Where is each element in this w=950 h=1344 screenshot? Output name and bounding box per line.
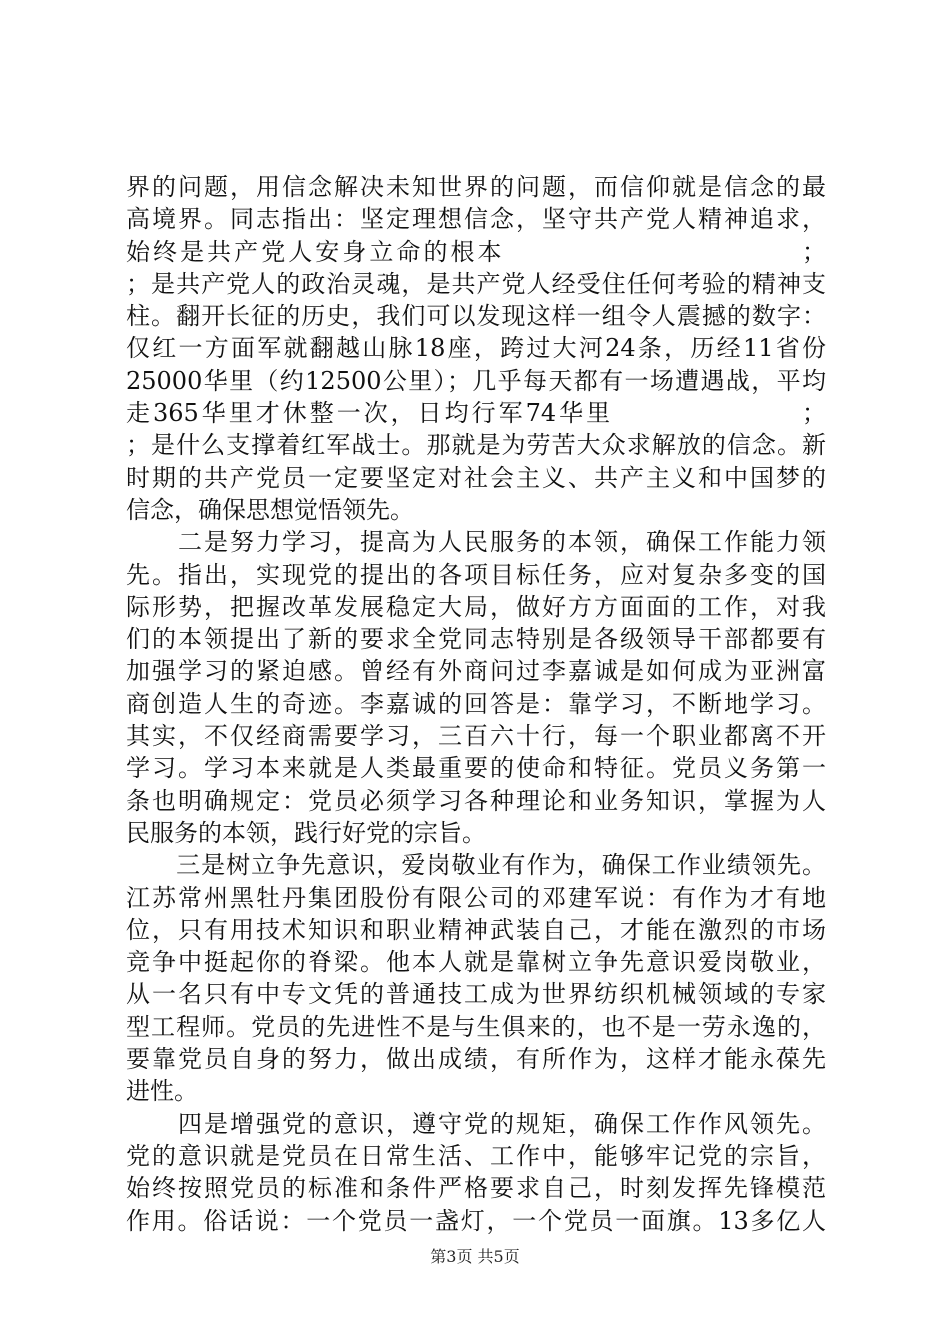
text-line: 民服务的本领，践行好党的宗旨。 <box>126 818 486 847</box>
text-line: 作用。俗话说：一个党员一盏灯，一个党员一面旗。13多亿人 <box>126 1206 826 1235</box>
text-line: 仅红一方面军就翻越山脉18座，跨过大河24条，历经11省份 <box>126 334 826 363</box>
text-line: 江苏常州黑牡丹集团股份有限公司的邓建军说：有作为才有地 <box>126 883 826 912</box>
page-footer: 第3页 共5页 <box>430 1247 520 1266</box>
text-line: 际形势，把握改革发展稳定大局，做好方方面面的工作，对我 <box>126 592 826 621</box>
text-line: 二是努力学习，提高为人民服务的本领，确保工作能力领 <box>126 528 826 557</box>
text-line: 25000华里（约12500公里）；几乎每天都有一场遭遇战，平均 <box>126 366 826 395</box>
text-line: 要靠党员自身的努力，做出成绩，有所作为，这样才能永葆先 <box>126 1045 826 1074</box>
text-line: 信念，确保思想觉悟领先。 <box>126 495 414 524</box>
text-line: 其实，不仅经商需要学习，三百六十行，每一个职业都离不开 <box>126 722 826 751</box>
text-line: 先。指出，实现党的提出的各项目标任务，应对复杂多变的国 <box>126 560 826 589</box>
text-line: 高境界。同志指出：坚定理想信念，坚守共产党人精神追求， <box>126 205 826 234</box>
text-line: 始终是共产党人安身立命的根本 ； <box>126 237 826 266</box>
text-line: 进性。 <box>126 1077 198 1106</box>
text-line: 柱。翻开长征的历史，我们可以发现这样一组令人震撼的数字： <box>126 302 826 331</box>
text-line: 时期的共产党员一定要坚定对社会主义、共产主义和中国梦的 <box>126 463 826 492</box>
text-line: 四是增强党的意识，遵守党的规矩，确保工作作风领先。 <box>126 1109 826 1138</box>
text-line: 学习。学习本来就是人类最重要的使命和特征。党员义务第一 <box>126 754 826 783</box>
text-line: ；是共产党人的政治灵魂，是共产党人经受住任何考验的精神支 <box>126 269 826 298</box>
text-line: 始终按照党员的标准和条件严格要求自己，时刻发挥先锋模范 <box>126 1174 826 1203</box>
text-line: 加强学习的紧迫感。曾经有外商问过李嘉诚是如何成为亚洲富 <box>126 657 826 686</box>
text-line: 界的问题，用信念解决未知世界的问题，而信仰就是信念的最 <box>126 173 826 201</box>
text-line: 从一名只有中专文凭的普通技工成为世界纺织机械领域的专家 <box>126 980 826 1009</box>
text-line: 党的意识就是党员在日常生活、工作中，能够牢记党的宗旨， <box>126 1141 826 1170</box>
text-line: 走365华里才休整一次，日均行军74华里 ； <box>126 399 826 428</box>
text-line: 三是树立争先意识，爱岗敬业有作为，确保工作业绩领先。 <box>126 851 826 880</box>
text-line: 竞争中挺起你的脊梁。他本人就是靠树立争先意识爱岗敬业， <box>126 948 826 977</box>
document-body <box>126 171 826 1237</box>
text-line: 型工程师。党员的先进性不是与生俱来的，也不是一劳永逸的， <box>126 1012 826 1041</box>
text-line: 们的本领提出了新的要求全党同志特别是各级领导干部都要有 <box>126 625 826 654</box>
text-line: 商创造人生的奇迹。李嘉诚的回答是：靠学习，不断地学习。 <box>126 689 826 718</box>
text-line: 位，只有用技术知识和职业精神武装自己，才能在激烈的市场 <box>126 915 826 944</box>
text-line: 条也明确规定：党员必须学习各种理论和业务知识，掌握为人 <box>126 786 826 815</box>
text-line: ；是什么支撑着红军战士。那就是为劳苦大众求解放的信念。新 <box>126 431 826 460</box>
